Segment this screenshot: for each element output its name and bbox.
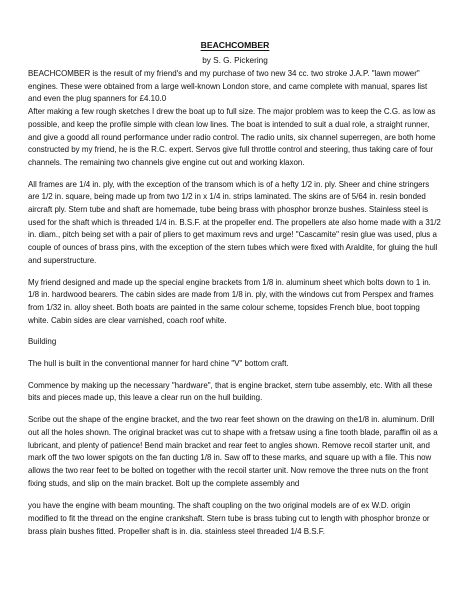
paragraph-shaft: you have the engine with beam mounting. The shaft coupling on the two original models are of ex W.D. origin modified to fit the thread on the engine crankshaft. Stern tube is brass tubing cut to length with phosphor bronze or brass plain bushes fitted. Propeller shaft is in. dia. stainless steel threaded 1/4 B.S.F.: [28, 501, 430, 536]
paragraph-engine-bracket: Scribe out the shape of the engine bracket, and the two rear feet shown on the drawing on the1/8 in. aluminum. Drill out all the holes shown. The original bracket was cut to shape with a fretsaw using a fine tooth blade, paraffin oil as a lubricant, and plenty of patience! Bend main bracket and rear feet to angles shown. Remove recoil starter unit, and mark off the two lower spigots on the fan ducting 1/8 in. Saw off to these marks, and square up with a file. This now allows the two rear feet to be bolted on together with the recoil starter unit. Now remove the three nuts on the front fixing studs, and slip on the main bracket. Bolt up the complete assembly and: [28, 415, 438, 488]
paragraph-design: After making a few rough sketches I drew the boat up to full size. The major problem was to keep the C.G. as low as possible, and keep the profile simple with clean low lines. The boat is intended to suit a dual role, a straight runner, and give a goodd all round performance under radio control. The radio units, six channel superregen, are both home constructed by my friend, he is the R.C. expert. Servos give full throttle control and steering, thus taking care of four channels. The remaining two channels give engine cut out and working klaxon.: [28, 107, 436, 167]
document-title: BEACHCOMBER: [200, 40, 270, 50]
paragraph-brackets: My friend designed and made up the special engine brackets from 1/8 in. aluminum sheet which bolts down to 1 in. 1/8 in. hardwood bearers. The cabin sides are made from 1/8 in. ply, with the windows cut from Perspex and frames from 1/32 in. alloy sheet. Both boats are painted in the same colour scheme, topsides French blue, boot topping white. Cabin sides are clear varnished, coach roof white.: [28, 277, 434, 325]
paragraph-materials: All frames are 1/4 in. ply, with the exception of the transom which is of a hefty 1/2 in. ply. Sheer and chine stringers are 1/2 in. square, being made up from two 1/2 in x 1/4 in. strips laminated. The skins are of 5/64 in. resin bonded aircraft ply. Stern tube and shaft are homemade, tube being brass with phosphor bronze bushes. Stainless steel is used for the shaft which is threaded 1/4 in. B.S.F. at the propeller end. The propellers ate also home made with a 31/2 in. diam., pitch being set with a pair of pliers to get maximum revs and urge! "Cascamite" resin glue was used, plus a couple of ounces of brass pins, with the exception of the stern tubes which were fixed with Araldite, for gluing the hull and superstructure.: [28, 179, 441, 265]
section-heading-building: Building: [28, 337, 57, 347]
document-byline: by S. G. Pickering: [202, 56, 268, 65]
paragraph-hardware: Commence by making up the necessary "hardware", that is engine bracket, stern tube assembly, etc. With all these bits and pieces made up, this leave a clear run on the hull building.: [28, 380, 433, 403]
paragraph-hull: The hull is built in the conventional manner for hard chine "V" bottom craft.: [28, 359, 289, 369]
paragraph-intro: BEACHCOMBER is the result of my friend's and my purchase of two new 34 cc. two stroke J.A.P. "lawn mower" engines. These were obtained from a large well-known London store, and came complete with manual, spares list and even the plug spanners for £4.10.0: [28, 69, 428, 104]
